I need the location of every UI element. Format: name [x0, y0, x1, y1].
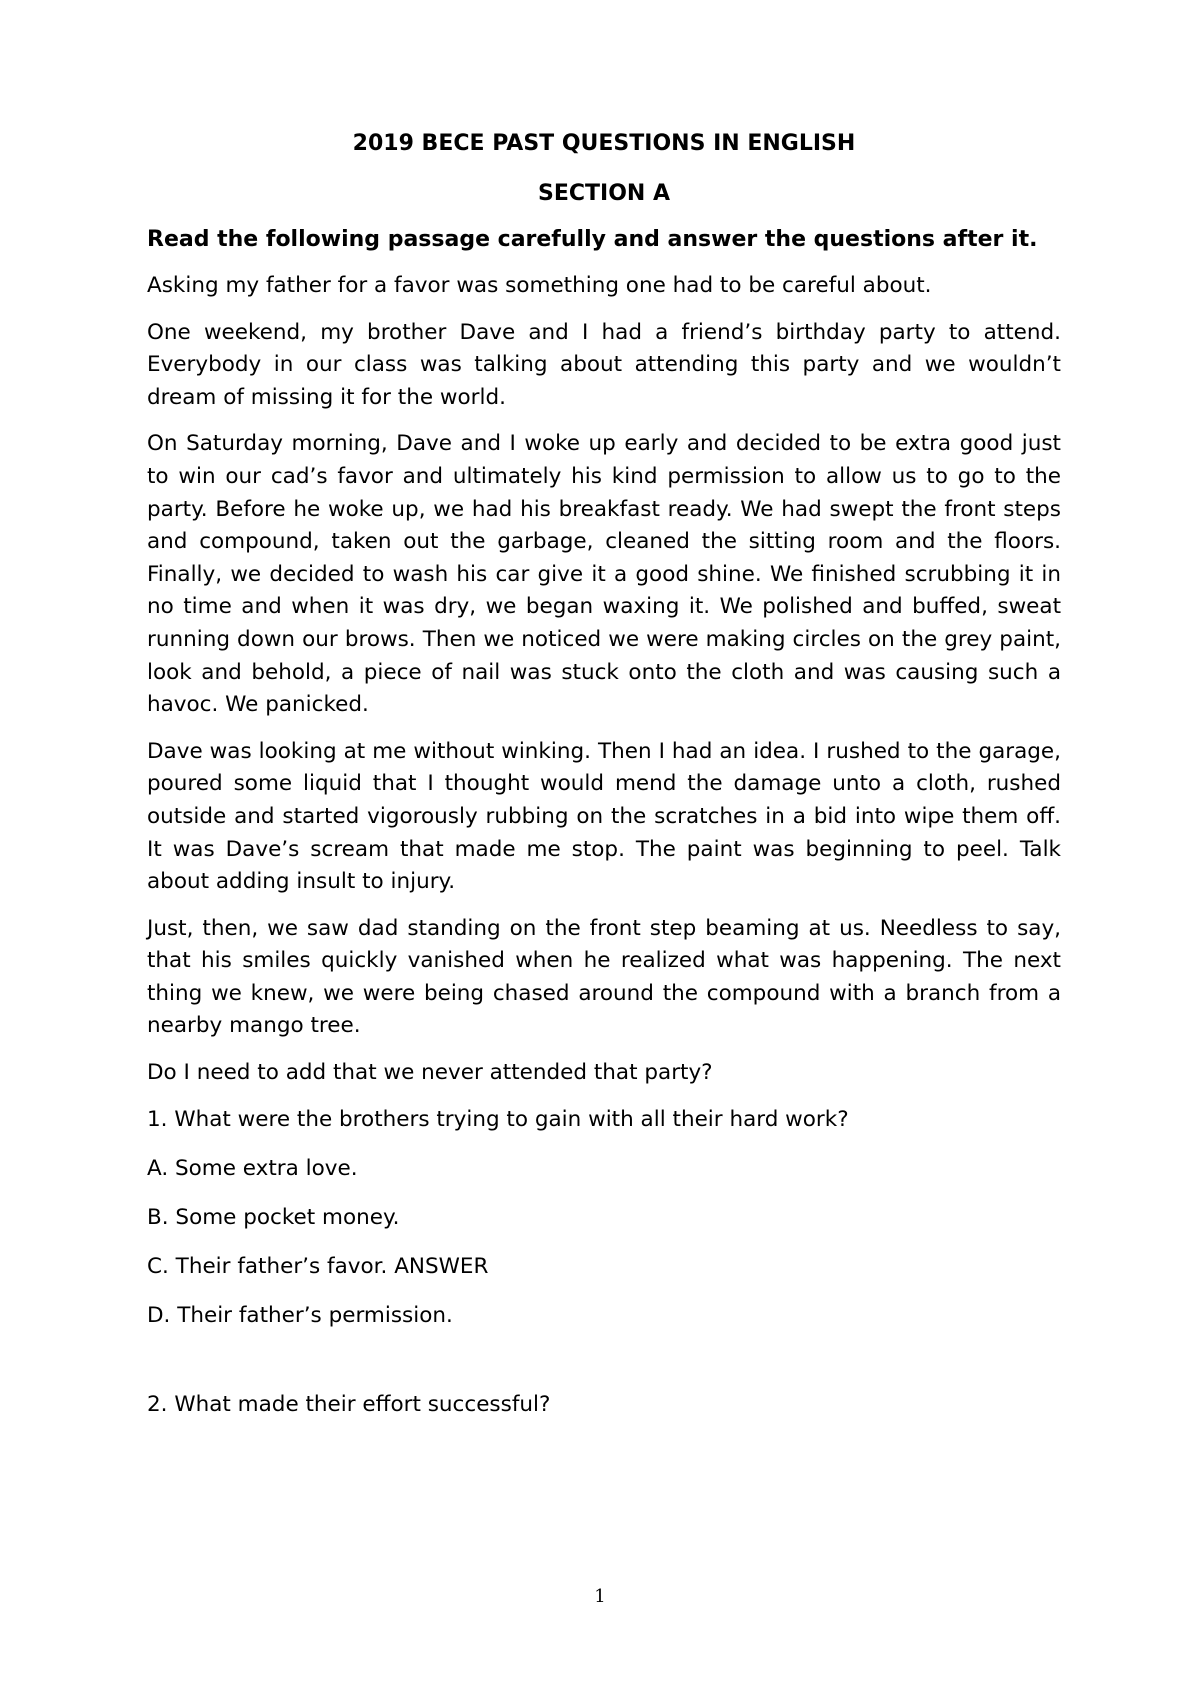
passage-paragraph: One weekend, my brother Dave and I had a friend’s birthday party to attend. Everybody in our class was talking about attending this party and we wouldn’t dream of missing it for the world. — [147, 319, 1061, 410]
document-title: 2019 BECE PAST QUESTIONS IN ENGLISH — [352, 131, 856, 156]
page-number: 1 — [594, 1586, 606, 1607]
question-2: 2. What made their effort successful? — [147, 1391, 551, 1417]
question-1-option-c: C. Their father’s favor. ANSWER — [147, 1253, 489, 1279]
question-1-option-d: D. Their father’s permission. — [147, 1302, 453, 1328]
instruction-text: Read the following passage carefully and answer the questions after it. — [147, 227, 1038, 252]
passage-paragraph: Just, then, we saw dad standing on the front step beaming at us. Needless to say, that his smiles quickly vanished when he realized what was happening. The next thing we knew, we were being chased around the compound with a branch from a nearby mango tree. — [147, 915, 1061, 1039]
question-1-option-b: B. Some pocket money. — [147, 1204, 400, 1230]
passage-paragraph: Dave was looking at me without winking. Then I had an idea. I rushed to the garage, poured some liquid that I thought would mend the damage unto a cloth, rushed outside and started vigorously rubbing on the scratches in a bid into wipe them off. It was Dave’s scream that made me stop. The paint was beginning to peel. Talk about adding insult to injury. — [147, 738, 1061, 895]
document-page — [147, 128, 1061, 1438]
question-1-option-a: A. Some extra love. — [147, 1155, 358, 1181]
question-1: 1. What were the brothers trying to gain with all their hard work? — [147, 1106, 849, 1132]
passage-paragraph: Do I need to add that we never attended that party? — [147, 1060, 713, 1086]
passage-paragraph: On Saturday morning, Dave and I woke up early and decided to be extra good just to win our cad’s favor and ultimately his kind permission to allow us to go to the party. Before he woke up, we had his breakfast ready. We had swept the front steps and compound, taken out the garbage, cleaned the sitting room and the floors. Finally, we decided to wash his car give it a good shine. We finished scrubbing it in no time and when it was dry, we began waxing it. We polished and buffed, sweat running down our brows. Then we noticed we were making circles on the grey paint, look and behold, a piece of nail was stuck onto the cloth and was causing such a havoc. We panicked. — [147, 431, 1061, 718]
section-heading: SECTION A — [537, 181, 670, 206]
blank-line — [147, 1349, 1061, 1389]
passage-paragraph: Asking my father for a favor was something one had to be careful about. — [147, 273, 932, 298]
